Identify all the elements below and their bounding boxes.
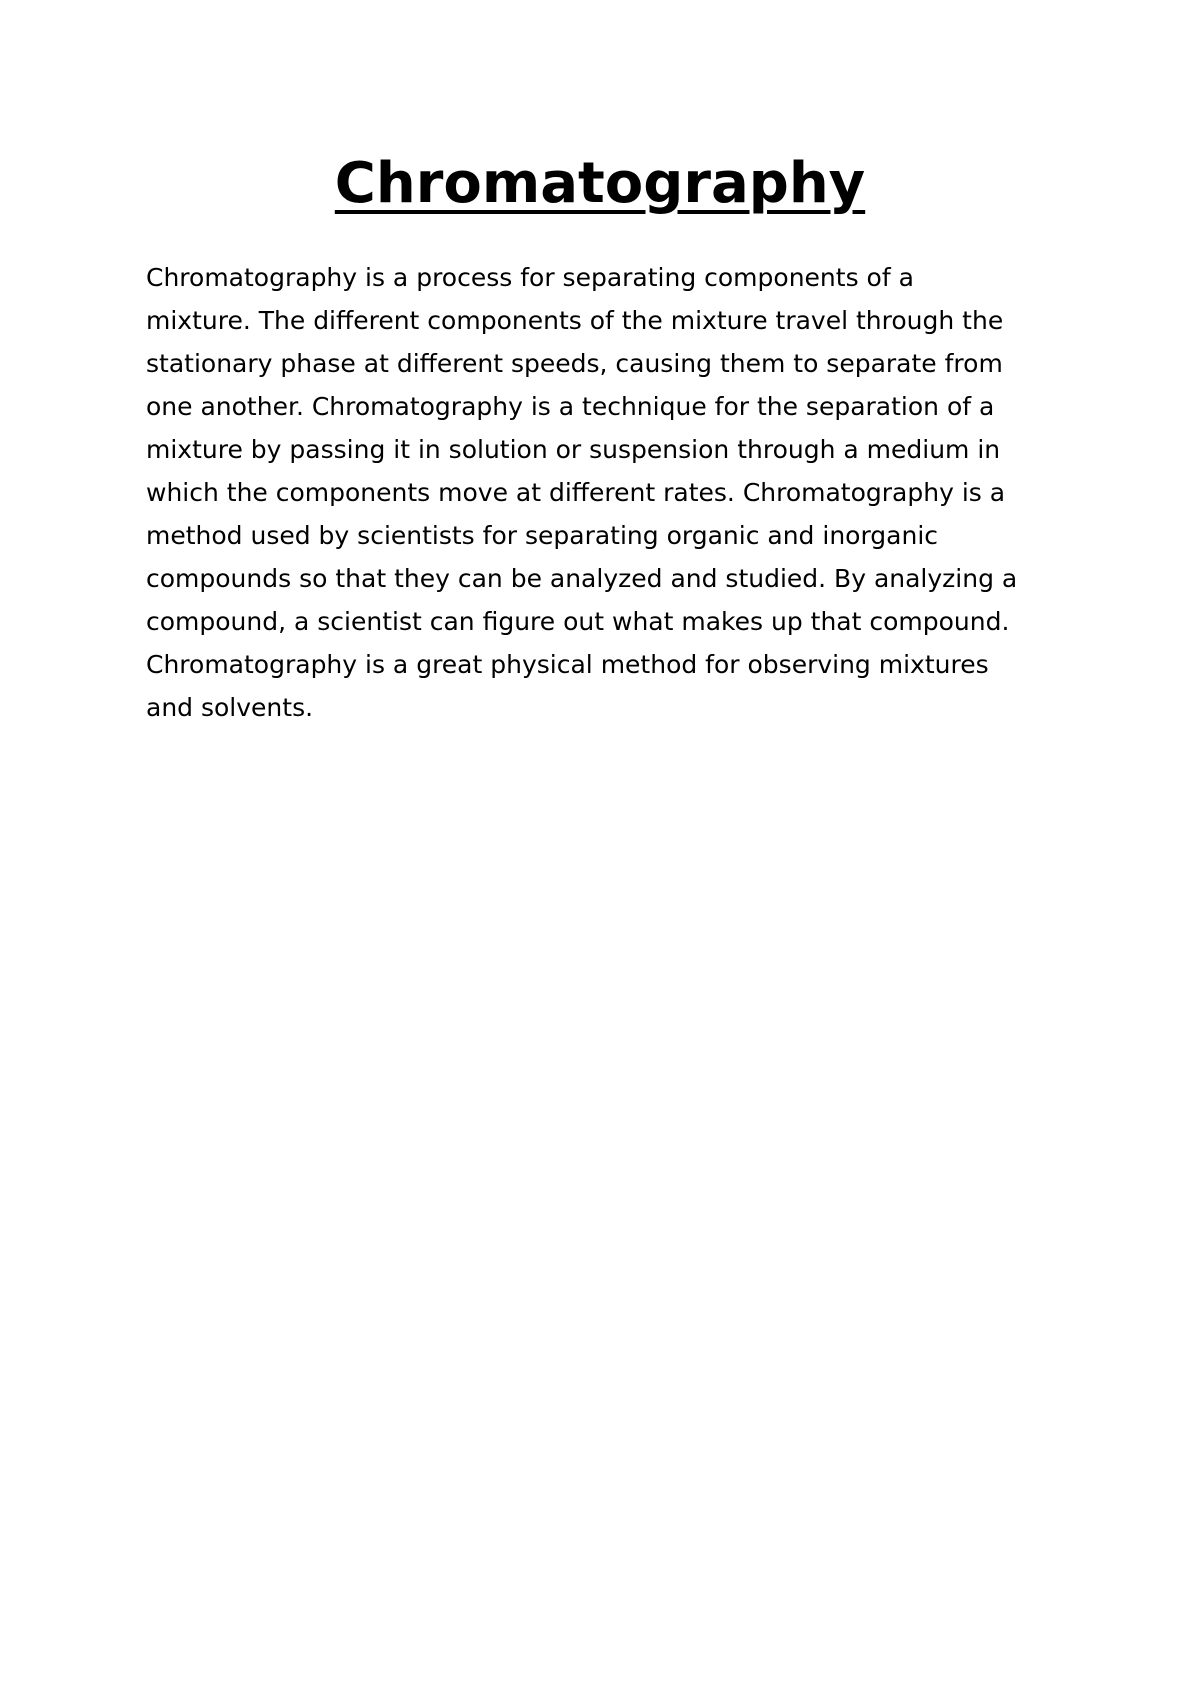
paragraph-line: mixture. The different components of the mixture travel through the: [146, 306, 1004, 335]
paragraph-line: Chromatography is a great physical method for observing mixtures: [146, 650, 989, 679]
page-title: Chromatography: [334, 151, 866, 216]
paragraph-line: and solvents.: [146, 693, 314, 722]
body-paragraph: [146, 256, 1066, 729]
paragraph-line: one another. Chromatography is a technique for the separation of a: [146, 392, 995, 421]
paragraph-line: method used by scientists for separating organic and inorganic: [146, 521, 939, 550]
paragraph-line: compounds so that they can be analyzed and studied. By analyzing a: [146, 564, 1018, 593]
paragraph-line: Chromatography is a process for separating components of a: [146, 263, 914, 292]
paragraph-line: stationary phase at different speeds, causing them to separate from: [146, 349, 1003, 378]
paragraph-line: compound, a scientist can figure out what makes up that compound.: [146, 607, 1010, 636]
paragraph-line: mixture by passing it in solution or suspension through a medium in: [146, 435, 1001, 464]
paragraph-line: which the components move at different rates. Chromatography is a: [146, 478, 1006, 507]
